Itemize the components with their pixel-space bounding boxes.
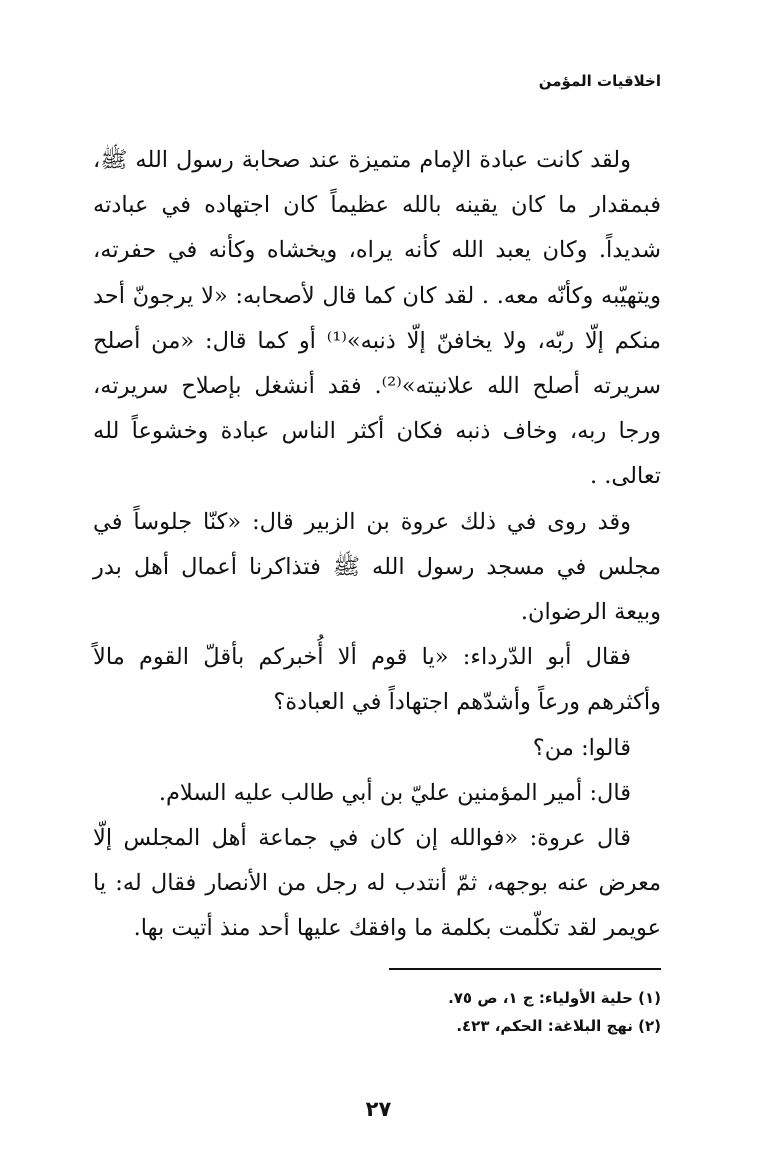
- page-number: ٢٧: [365, 1097, 392, 1121]
- paragraph: وقد روى في ذلك عروة بن الزبير قال: «كنّا جلوساً في مجلس في مسجد رسول الله ﷺ فتذاكرنا أعمال أهل بدر وبيعة الرضوان.: [93, 508, 661, 626]
- footnotes: [93, 984, 661, 1040]
- paragraph: ولقد كانت عبادة الإمام متميزة عند صحابة رسول الله ﷺ، فبمقدار ما كان يقينه بالله عظيماً كان اجتهاده في عبادته شديداً. وكان يعبد الله كأنه يراه، ويخشاه وكأنه في حفرته، ويتهيّبه وكأنّه معه. . لقد كان كما قال لأصحابه: «لا يرجونّ أحد منكم إلّا ربّه، ولا يخافنّ إلّا ذنبه»⁽¹⁾ أو كما قال: «من أصلح سريرته أصلح الله علانيته»⁽²⁾. فقد أنشغل بإصلاح سريرته، ورجا ربه، وخاف ذنبه فكان أكثر الناس عبادة وخشوعاً لله تعالى. .: [93, 147, 662, 490]
- footnote-divider: [389, 968, 661, 970]
- paragraph: قالوا: من؟: [532, 734, 631, 761]
- running-header: اخلاقيات المؤمن: [538, 72, 661, 90]
- paragraph: قال عروة: «فوالله إن كان في جماعة أهل المجلس إلّا معرض عنه بوجهه، ثمّ أنتدب له رجل من الأنصار فقال له: يا عويمر لقد تكلّمت بكلمة ما وافقك عليها أحد منذ أتيت بها.: [93, 825, 661, 942]
- footnote: (٢) نهج البلاغة: الحكم، ٤٢٣.: [456, 1017, 661, 1035]
- footnote: (١) حلية الأولياء: ج ١، ص ٧٥.: [448, 989, 661, 1007]
- paragraph: قال: أمير المؤمنين عليّ بن أبي طالب عليه السلام.: [158, 779, 631, 806]
- body-text: [93, 138, 661, 952]
- paragraph: فقال أبو الدّرداء: «يا قوم ألا أُخبركم بأقلّ القوم مالاً وأكثرهم ورعاً وأشدّهم اجتهاداً في العبادة؟: [93, 644, 661, 716]
